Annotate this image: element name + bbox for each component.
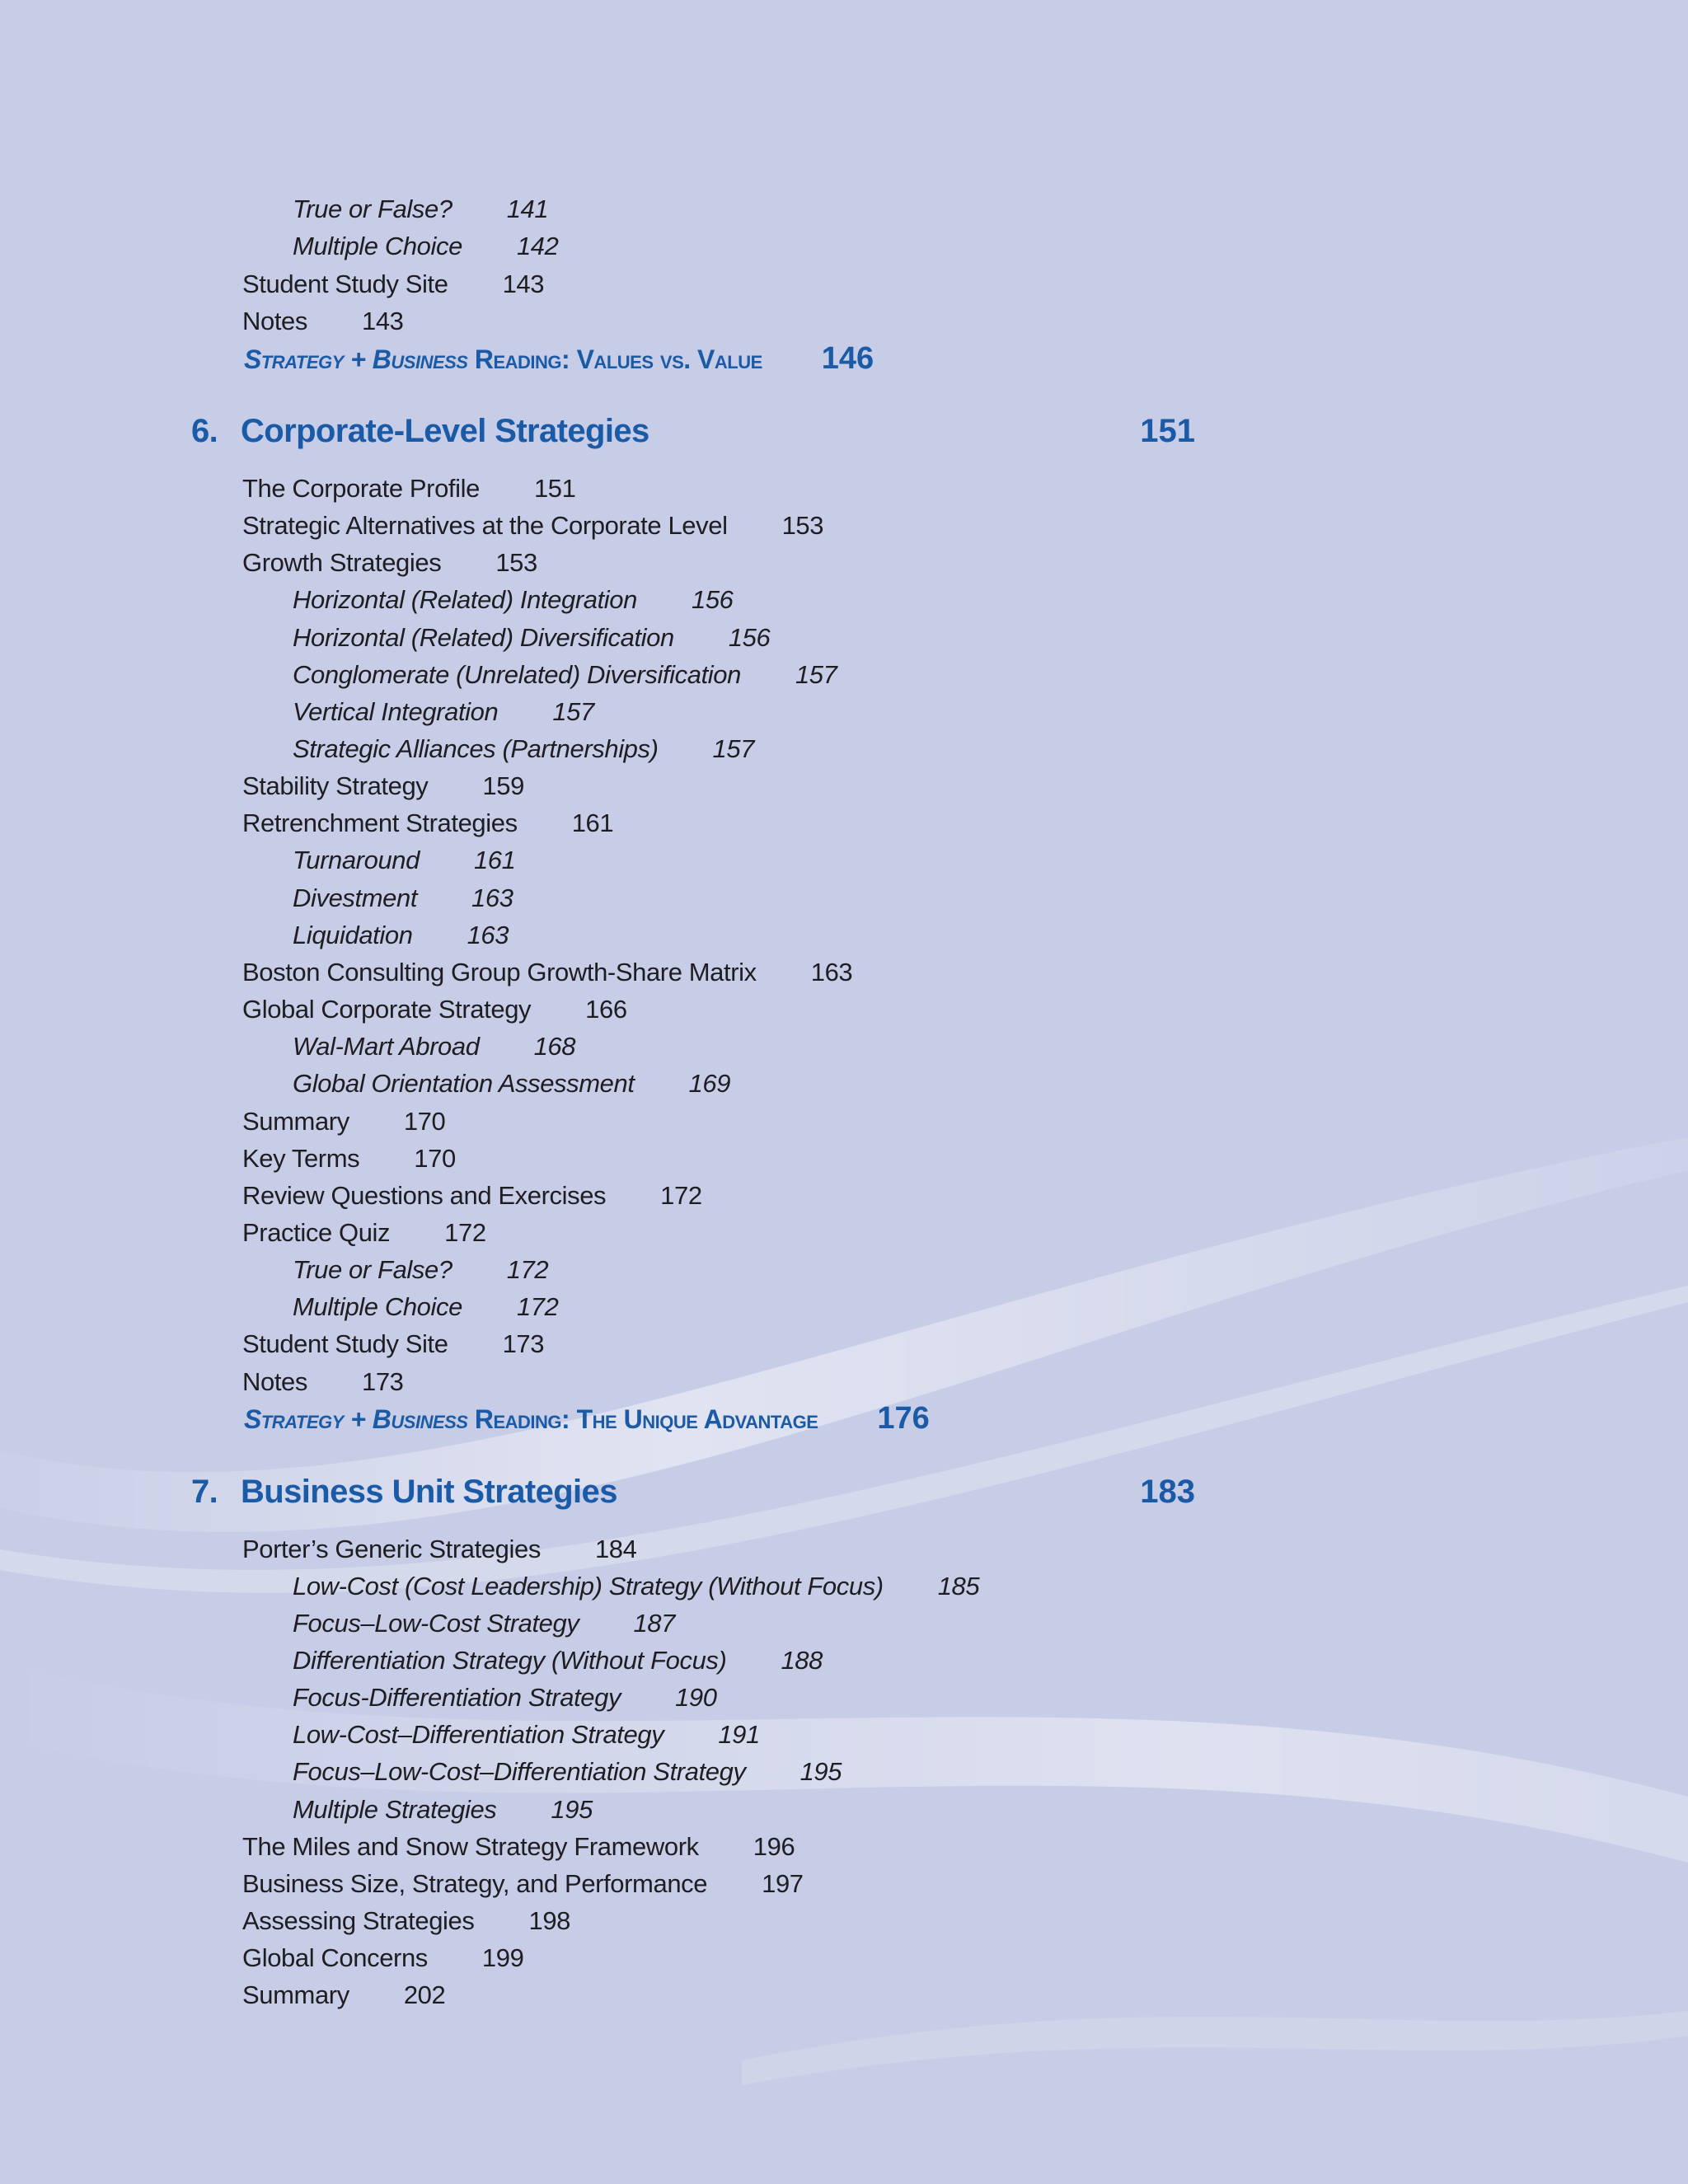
toc-subentry[interactable]: [293, 730, 754, 767]
reading-title: Reading: Values vs. Value: [474, 344, 762, 374]
toc-subentry[interactable]: [293, 916, 509, 954]
entry-title: Summary: [242, 1107, 349, 1136]
entry-title: Multiple Choice: [293, 232, 462, 260]
entry-page: 173: [361, 1367, 404, 1396]
reading-page: 176: [877, 1401, 930, 1436]
toc-subentry[interactable]: [293, 693, 594, 730]
toc-subentry[interactable]: [293, 1642, 823, 1679]
entry-title: Boston Consulting Group Growth-Share Matrix: [242, 958, 757, 987]
chapter-6-heading[interactable]: [191, 408, 1195, 454]
entry-title: True or False?: [293, 194, 452, 223]
entry-page: 172: [516, 1292, 559, 1321]
toc-entry[interactable]: [242, 1363, 404, 1400]
entry-title: Divestment: [293, 883, 418, 912]
entry-page: 143: [361, 307, 404, 335]
toc-subentry[interactable]: [293, 581, 734, 618]
entry-page: 163: [467, 921, 509, 949]
reading-page: 146: [821, 341, 874, 376]
entry-title: Horizontal (Related) Integration: [293, 585, 637, 614]
toc-entry[interactable]: [242, 1214, 486, 1251]
entry-page: 191: [718, 1720, 760, 1749]
entry-title: Practice Quiz: [242, 1218, 391, 1247]
toc-entry[interactable]: [242, 1530, 636, 1568]
toc-entry-student-study-site[interactable]: [242, 265, 544, 302]
entry-page: 170: [414, 1144, 456, 1173]
entry-page: 172: [444, 1218, 486, 1247]
entry-page: 187: [633, 1609, 675, 1638]
chapter-number: 7.: [191, 1474, 218, 1510]
toc-reading-values-vs-value[interactable]: [244, 339, 874, 378]
entry-page: 166: [585, 995, 627, 1024]
entry-title: Global Corporate Strategy: [242, 995, 532, 1024]
toc-entry[interactable]: [242, 991, 627, 1028]
entry-title: Low-Cost (Cost Leadership) Strategy (Without Focus): [293, 1572, 884, 1601]
entry-title: Business Size, Strategy, and Performance: [242, 1869, 708, 1898]
entry-title: Notes: [242, 1367, 307, 1396]
entry-title: Student Study Site: [242, 1329, 448, 1358]
entry-page: 172: [660, 1181, 702, 1210]
entry-page: 202: [403, 1980, 446, 2009]
entry-page: 170: [403, 1107, 446, 1136]
entry-page: 198: [528, 1906, 571, 1935]
toc-subentry[interactable]: [293, 1065, 730, 1102]
toc-entry[interactable]: [242, 1865, 804, 1902]
entry-page: 161: [473, 846, 516, 874]
entry-page: 190: [675, 1683, 717, 1712]
entry-page: 141: [506, 194, 549, 223]
toc-subentry[interactable]: [293, 1028, 575, 1065]
entry-page: 197: [762, 1869, 804, 1898]
toc-entry[interactable]: [242, 507, 823, 544]
entry-title: Multiple Strategies: [293, 1795, 497, 1824]
toc-entry-true-or-false[interactable]: [293, 190, 548, 227]
entry-title: Assessing Strategies: [242, 1906, 475, 1935]
entry-title: The Miles and Snow Strategy Framework: [242, 1832, 699, 1861]
entry-page: 173: [502, 1329, 545, 1358]
entry-page: 185: [937, 1572, 980, 1601]
toc-entry[interactable]: [242, 1103, 445, 1140]
entry-page: 151: [533, 474, 576, 503]
entry-title: Notes: [242, 307, 307, 335]
entry-title: Wal-Mart Abroad: [293, 1032, 480, 1061]
toc-entry[interactable]: [242, 1902, 570, 1939]
toc-reading-the-unique-advantage[interactable]: [244, 1399, 930, 1438]
chapter-7-heading[interactable]: [191, 1469, 1195, 1515]
entry-title: Focus-Differentiation Strategy: [293, 1683, 621, 1712]
chapter-number: 6.: [191, 413, 218, 449]
entry-title: Stability Strategy: [242, 771, 429, 800]
toc-entry[interactable]: [242, 1828, 795, 1865]
reading-title: Reading: The Unique Advantage: [474, 1404, 818, 1434]
chapter-title: Business Unit Strategies: [241, 1474, 617, 1510]
chapter-page: 183: [1140, 1474, 1195, 1510]
entry-title: Horizontal (Related) Diversification: [293, 623, 674, 652]
toc-entry-multiple-choice[interactable]: [293, 227, 558, 265]
toc-entry[interactable]: [242, 544, 537, 581]
entry-title: Growth Strategies: [242, 548, 442, 577]
entry-page: 156: [728, 623, 771, 652]
entry-page: 163: [810, 958, 853, 987]
entry-title: Conglomerate (Unrelated) Diversification: [293, 660, 741, 689]
entry-page: 195: [551, 1795, 593, 1824]
entry-page: 159: [482, 771, 524, 800]
entry-page: 153: [495, 548, 537, 577]
toc-entry[interactable]: [242, 1140, 456, 1177]
entry-page: 188: [781, 1646, 823, 1675]
entry-title: Low-Cost–Differentiation Strategy: [293, 1720, 664, 1749]
entry-title: Differentiation Strategy (Without Focus): [293, 1646, 727, 1675]
toc-subentry[interactable]: [293, 656, 837, 693]
toc-entry-notes[interactable]: [242, 302, 404, 340]
chapter-title: Corporate-Level Strategies: [241, 413, 649, 449]
entry-title: True or False?: [293, 1255, 452, 1284]
entry-title: Summary: [242, 1980, 349, 2009]
toc-entry[interactable]: [242, 1976, 445, 2013]
toc-subentry[interactable]: [293, 1605, 675, 1642]
entry-page: 157: [712, 734, 755, 763]
entry-title: Global Orientation Assessment: [293, 1069, 635, 1098]
entry-page: 172: [506, 1255, 549, 1284]
entry-page: 169: [688, 1069, 731, 1098]
toc-subentry[interactable]: [293, 619, 770, 656]
toc-subentry[interactable]: [293, 1716, 760, 1753]
toc-entry[interactable]: [242, 470, 576, 507]
toc-entry[interactable]: [242, 767, 524, 804]
entry-page: 199: [481, 1943, 524, 1972]
entry-page: 143: [502, 269, 545, 298]
entry-page: 195: [799, 1757, 842, 1786]
toc-subentry[interactable]: [293, 1568, 979, 1605]
entry-page: 142: [516, 232, 559, 260]
entry-page: 163: [471, 883, 513, 912]
entry-title: Retrenchment Strategies: [242, 808, 518, 837]
entry-page: 157: [795, 660, 837, 689]
toc-entry[interactable]: [242, 954, 852, 991]
entry-title: Review Questions and Exercises: [242, 1181, 607, 1210]
entry-title: Focus–Low-Cost–Differentiation Strategy: [293, 1757, 746, 1786]
toc-subentry[interactable]: [293, 1753, 842, 1790]
entry-title: Global Concerns: [242, 1943, 428, 1972]
toc-entry[interactable]: [242, 1939, 523, 1976]
entry-title: Porter’s Generic Strategies: [242, 1535, 541, 1563]
toc-entry[interactable]: [242, 804, 613, 841]
toc-entry[interactable]: [242, 1177, 702, 1214]
toc-subentry[interactable]: [293, 1679, 717, 1716]
reading-source: Strategy + Business: [244, 344, 468, 374]
entry-page: 184: [594, 1535, 637, 1563]
entry-page: 157: [552, 697, 594, 726]
toc-subentry[interactable]: [293, 1251, 548, 1288]
toc-subentry[interactable]: [293, 879, 513, 916]
entry-page: 156: [691, 585, 734, 614]
entry-page: 153: [781, 511, 824, 540]
entry-page: 168: [533, 1032, 576, 1061]
toc-subentry[interactable]: [293, 1288, 558, 1325]
toc-subentry[interactable]: [293, 1791, 593, 1828]
entry-title: Key Terms: [242, 1144, 360, 1173]
entry-title: Strategic Alternatives at the Corporate Level: [242, 511, 728, 540]
entry-title: Liquidation: [293, 921, 413, 949]
entry-title: Focus–Low-Cost Strategy: [293, 1609, 579, 1638]
entry-title: Multiple Choice: [293, 1292, 462, 1321]
entry-title: Turnaround: [293, 846, 420, 874]
entry-title: The Corporate Profile: [242, 474, 480, 503]
toc-entry[interactable]: [242, 1325, 544, 1362]
entry-title: Student Study Site: [242, 269, 448, 298]
entry-title: Strategic Alliances (Partnerships): [293, 734, 659, 763]
entry-page: 196: [753, 1832, 795, 1861]
toc-subentry[interactable]: [293, 841, 516, 879]
entry-page: 161: [571, 808, 614, 837]
reading-source: Strategy + Business: [244, 1404, 468, 1434]
chapter-page: 151: [1140, 413, 1195, 449]
entry-title: Vertical Integration: [293, 697, 499, 726]
